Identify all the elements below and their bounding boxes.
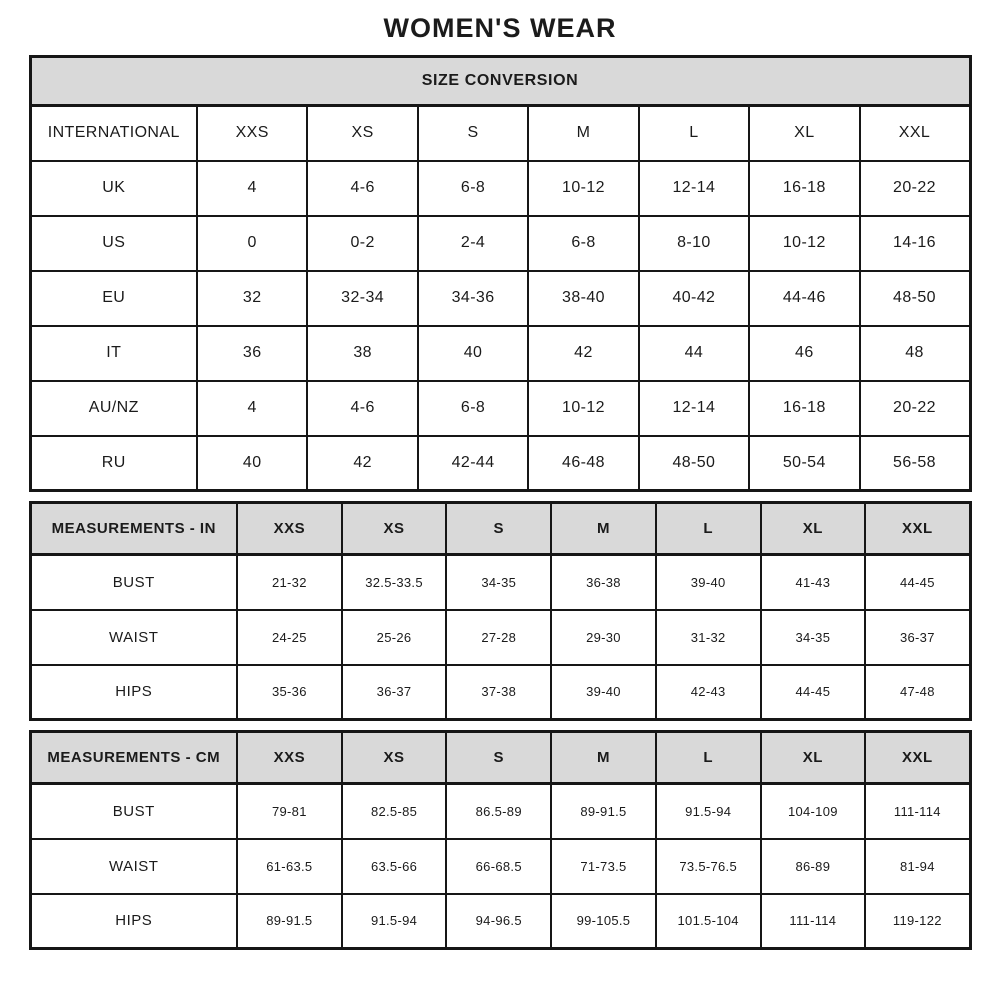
size-cell: 6-8: [418, 381, 528, 436]
international-label: INTERNATIONAL: [30, 106, 197, 161]
size-cell: 32-34: [307, 271, 417, 326]
international-row: [30, 106, 970, 161]
measurement-cell: 86-89: [761, 839, 866, 894]
size-cell: 20-22: [860, 381, 970, 436]
measurement-cell: 81-94: [865, 839, 970, 894]
waist-cm-row: [30, 839, 970, 894]
measurements-cm-table: [29, 730, 972, 950]
measurements-in-header-row: [30, 503, 970, 555]
measurement-cell: 36-38: [551, 555, 656, 610]
size-cell: 38-40: [528, 271, 638, 326]
measurements-in-title: MEASUREMENTS - IN: [30, 503, 237, 555]
hips-in-row: [30, 665, 970, 720]
measurement-cell: 36-37: [865, 610, 970, 665]
measurement-cell: 111-114: [865, 784, 970, 839]
measurement-cell: 91.5-94: [656, 784, 761, 839]
measurement-cell: 91.5-94: [342, 894, 447, 949]
col-header-xl: XL: [761, 503, 866, 555]
col-header-s: S: [446, 732, 551, 784]
us-row: [30, 216, 970, 271]
measurement-cell: 24-25: [237, 610, 342, 665]
measurement-cell: 71-73.5: [551, 839, 656, 894]
size-cell: 20-22: [860, 161, 970, 216]
waist-label: WAIST: [30, 839, 237, 894]
col-header-l: L: [656, 503, 761, 555]
size-cell: 6-8: [418, 161, 528, 216]
size-cell: 50-54: [749, 436, 859, 491]
bust-in-row: [30, 555, 970, 610]
col-header-xxl: XXL: [865, 732, 970, 784]
size-cell: XS: [307, 106, 417, 161]
size-cell: 10-12: [528, 161, 638, 216]
size-cell: 48: [860, 326, 970, 381]
bust-label: BUST: [30, 784, 237, 839]
ru-label: RU: [30, 436, 197, 491]
measurement-cell: 39-40: [656, 555, 761, 610]
size-cell: 48-50: [860, 271, 970, 326]
hips-label: HIPS: [30, 894, 237, 949]
measurement-cell: 41-43: [761, 555, 866, 610]
size-cell: M: [528, 106, 638, 161]
measurement-cell: 94-96.5: [446, 894, 551, 949]
size-cell: XXL: [860, 106, 970, 161]
col-header-s: S: [446, 503, 551, 555]
size-conversion-header-row: [30, 57, 970, 106]
measurements-cm-title: MEASUREMENTS - CM: [30, 732, 237, 784]
measurement-cell: 86.5-89: [446, 784, 551, 839]
measurement-cell: 29-30: [551, 610, 656, 665]
measurement-cell: 42-43: [656, 665, 761, 720]
col-header-m: M: [551, 503, 656, 555]
measurement-cell: 66-68.5: [446, 839, 551, 894]
us-label: US: [30, 216, 197, 271]
measurement-cell: 34-35: [761, 610, 866, 665]
measurement-cell: 44-45: [761, 665, 866, 720]
size-cell: L: [639, 106, 749, 161]
size-cell: 44-46: [749, 271, 859, 326]
size-cell: 40: [418, 326, 528, 381]
measurement-cell: 73.5-76.5: [656, 839, 761, 894]
size-cell: 10-12: [749, 216, 859, 271]
size-cell: 48-50: [639, 436, 749, 491]
measurement-cell: 35-36: [237, 665, 342, 720]
size-cell: 0: [197, 216, 307, 271]
size-cell: 6-8: [528, 216, 638, 271]
size-cell: 32: [197, 271, 307, 326]
col-header-xxs: XXS: [237, 732, 342, 784]
col-header-l: L: [656, 732, 761, 784]
size-cell: 42: [307, 436, 417, 491]
measurement-cell: 79-81: [237, 784, 342, 839]
size-cell: 12-14: [639, 161, 749, 216]
col-header-xxs: XXS: [237, 503, 342, 555]
measurement-cell: 39-40: [551, 665, 656, 720]
hips-label: HIPS: [30, 665, 237, 720]
size-conversion-title: SIZE CONVERSION: [30, 57, 970, 106]
col-header-xs: XS: [342, 503, 447, 555]
size-cell: 42-44: [418, 436, 528, 491]
measurements-in-table: [29, 501, 972, 721]
size-cell: 34-36: [418, 271, 528, 326]
measurement-cell: 44-45: [865, 555, 970, 610]
hips-cm-row: [30, 894, 970, 949]
measurement-cell: 31-32: [656, 610, 761, 665]
measurement-cell: 34-35: [446, 555, 551, 610]
uk-label: UK: [30, 161, 197, 216]
measurement-cell: 89-91.5: [551, 784, 656, 839]
measurement-cell: 21-32: [237, 555, 342, 610]
size-cell: 38: [307, 326, 417, 381]
measurement-cell: 37-38: [446, 665, 551, 720]
eu-label: EU: [30, 271, 197, 326]
measurement-cell: 99-105.5: [551, 894, 656, 949]
size-cell: 46: [749, 326, 859, 381]
aunz-row: [30, 381, 970, 436]
size-cell: 10-12: [528, 381, 638, 436]
size-conversion-table: [29, 55, 972, 492]
measurement-cell: 104-109: [761, 784, 866, 839]
size-cell: 16-18: [749, 161, 859, 216]
waist-label: WAIST: [30, 610, 237, 665]
ru-row: [30, 436, 970, 491]
measurement-cell: 36-37: [342, 665, 447, 720]
measurement-cell: 61-63.5: [237, 839, 342, 894]
size-cell: 8-10: [639, 216, 749, 271]
bust-cm-row: [30, 784, 970, 839]
size-cell: 2-4: [418, 216, 528, 271]
col-header-xxl: XXL: [865, 503, 970, 555]
size-cell: 4: [197, 381, 307, 436]
measurement-cell: 89-91.5: [237, 894, 342, 949]
size-cell: XL: [749, 106, 859, 161]
col-header-m: M: [551, 732, 656, 784]
eu-row: [30, 271, 970, 326]
size-cell: 40-42: [639, 271, 749, 326]
size-cell: 0-2: [307, 216, 417, 271]
measurements-cm-header-row: [30, 732, 970, 784]
bust-label: BUST: [30, 555, 237, 610]
waist-in-row: [30, 610, 970, 665]
aunz-label: AU/NZ: [30, 381, 197, 436]
size-cell: 40: [197, 436, 307, 491]
size-cell: 16-18: [749, 381, 859, 436]
col-header-xs: XS: [342, 732, 447, 784]
col-header-xl: XL: [761, 732, 866, 784]
size-cell: 14-16: [860, 216, 970, 271]
size-cell: 12-14: [639, 381, 749, 436]
measurement-cell: 32.5-33.5: [342, 555, 447, 610]
size-cell: XXS: [197, 106, 307, 161]
measurement-cell: 111-114: [761, 894, 866, 949]
measurement-cell: 47-48: [865, 665, 970, 720]
uk-row: [30, 161, 970, 216]
measurement-cell: 27-28: [446, 610, 551, 665]
measurement-cell: 82.5-85: [342, 784, 447, 839]
measurement-cell: 63.5-66: [342, 839, 447, 894]
page-title: WOMEN'S WEAR: [383, 13, 617, 43]
size-cell: 4-6: [307, 381, 417, 436]
measurement-cell: 101.5-104: [656, 894, 761, 949]
size-cell: 44: [639, 326, 749, 381]
measurement-cell: 25-26: [342, 610, 447, 665]
size-cell: 56-58: [860, 436, 970, 491]
size-cell: 46-48: [528, 436, 638, 491]
it-row: [30, 326, 970, 381]
size-cell: 4-6: [307, 161, 417, 216]
size-cell: 4: [197, 161, 307, 216]
measurement-cell: 119-122: [865, 894, 970, 949]
size-cell: 42: [528, 326, 638, 381]
size-cell: S: [418, 106, 528, 161]
it-label: IT: [30, 326, 197, 381]
size-cell: 36: [197, 326, 307, 381]
